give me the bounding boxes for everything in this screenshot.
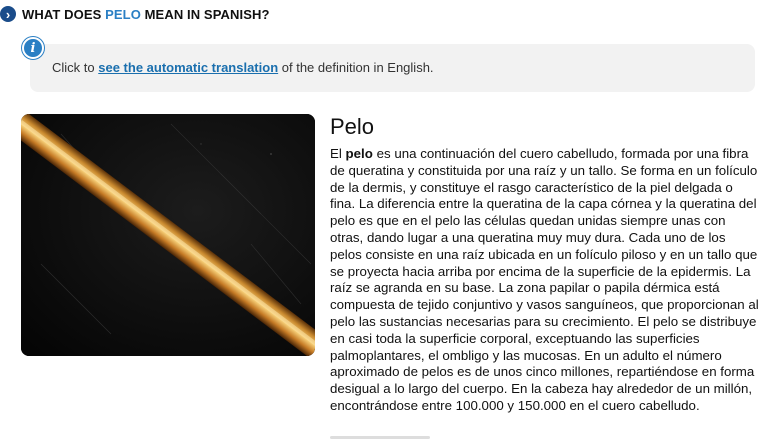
hair-strand-illustration [21,114,315,356]
info-text [52,60,434,75]
title-prefix: WHAT DOES [22,6,102,22]
info-suffix: of the definition in English. [281,60,434,75]
info-icon: i [22,37,44,59]
title-highlight: PELO [105,6,141,22]
definition-body: es una continuación del cuero cabelludo, formada por una fibra de queratina y constituida por una raíz y un tallo. Se forma en un folículo de la dermis, y constituye el rasgo característico de la piel delgada o fina. La diferencia entre la queratina de la capa córnea y la queratina del pelo es que en el pelo las células quedan unidas siempre unas con otras, dando lugar a una queratina muy muy dura. Cada uno de los pelos consiste en una raíz ubicada en un folículo piloso y en un tallo que se proyecta hacia arriba por encima de la superficie de la epidermis. La raíz se agranda en su base. La zona papilar o papila dérmica está compuesta de tejido conjuntivo y vasos sanguíneos, que proporcionan al pelo las sustancias necesarias para su crecimiento. El pelo se distribuye en casi toda la superficie corporal, exceptuando las superficies palmoplantares, el ombligo y las mucosas. En un adulto el número aproximado de pelos es de unos cinco millones, repartiéndose en forma desigual a lo largo del cuerpo. En la cabeza hay alrededor de un millón, encontrándose entre 100.000 y 150.000 en el cuero cabelludo. [330,146,759,413]
definition-intro: El [330,146,342,161]
title-suffix: MEAN IN SPANISH? [144,6,270,22]
automatic-translation-link[interactable]: see the automatic translation [98,60,279,75]
section-header [0,4,270,24]
hair-photo [21,114,315,356]
entry-word: Pelo [330,114,375,139]
definition-keyword: pelo [345,146,373,161]
chevron-right-icon: › [0,6,16,22]
section-title [22,7,270,22]
definition-text [330,146,760,415]
info-prefix: Click to [52,60,95,75]
